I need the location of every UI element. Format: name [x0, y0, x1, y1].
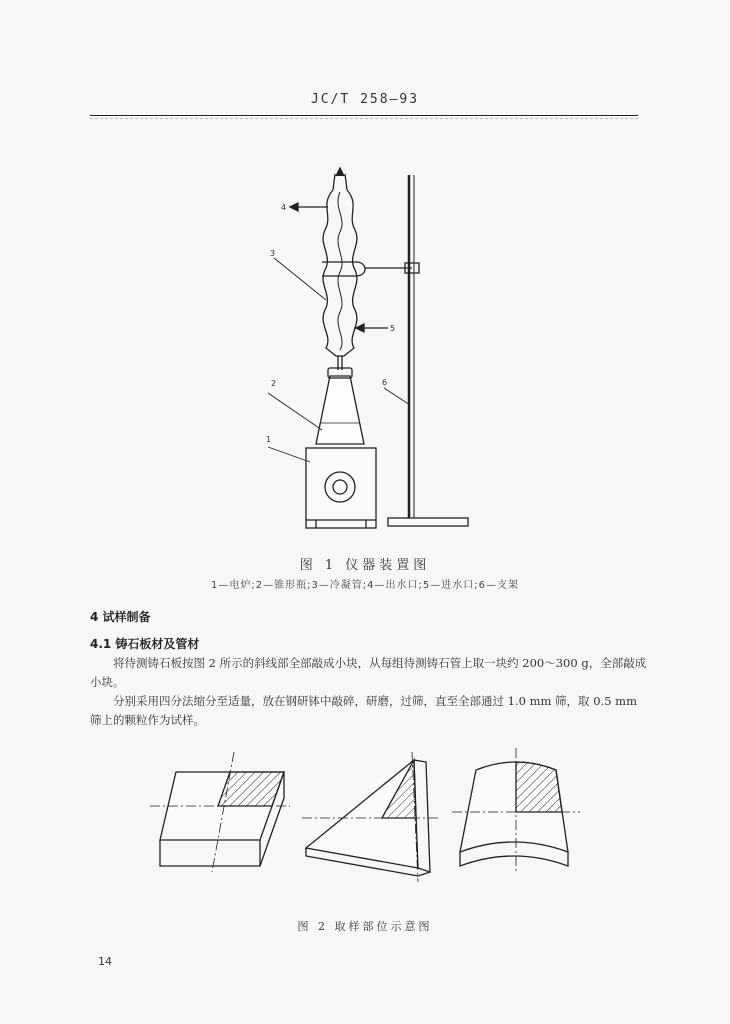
callout-6: 6	[382, 378, 388, 387]
paragraph-2: 分别采用四分法缩分至适量，放在钢研钵中敲碎，研磨，过筛，直至全部通过 1.0 mm 筛，取 0.5 mm 筛上的颗粒作为试样。	[90, 694, 637, 727]
callout-5: 5	[390, 324, 396, 333]
document-header: JC/T 258—93	[310, 92, 420, 107]
callout-3: 3	[270, 249, 276, 258]
figure1-apparatus	[268, 168, 468, 528]
pipe-sample	[452, 748, 580, 872]
support-stand	[388, 175, 468, 526]
section-4-heading: 4 试样制备	[90, 610, 151, 624]
callout-2: 2	[271, 379, 277, 388]
page-number: 14	[98, 955, 112, 968]
water-outlet-arrow	[290, 203, 328, 211]
paragraph-1: 将待测铸石板按图 2 所示的斜线部全部敲成小块，从每组待测铸石管上取一块约 200～300 g，全部敲成小块。	[90, 656, 647, 689]
conical-flask	[316, 368, 364, 444]
figure2-title: 图 2 取样部位示意图	[297, 920, 433, 933]
callout-4: 4	[281, 203, 287, 212]
plate-sample	[150, 752, 290, 872]
clamp	[322, 262, 419, 276]
section-4-1-heading: 4.1 铸石板材及管材	[90, 637, 200, 651]
triangle-sample	[302, 752, 440, 882]
callout-1: 1	[266, 435, 272, 444]
figure1-title: 图 1 仪器装置图	[299, 558, 431, 573]
electric-furnace	[306, 448, 376, 528]
figure2-sampling	[150, 748, 580, 882]
condenser	[323, 168, 357, 370]
figure1-legend: 1—电炉;2—锥形瓶;3—冷凝管;4—出水口;5—进水口;6—支架	[210, 580, 520, 591]
water-inlet-arrow	[354, 324, 388, 332]
